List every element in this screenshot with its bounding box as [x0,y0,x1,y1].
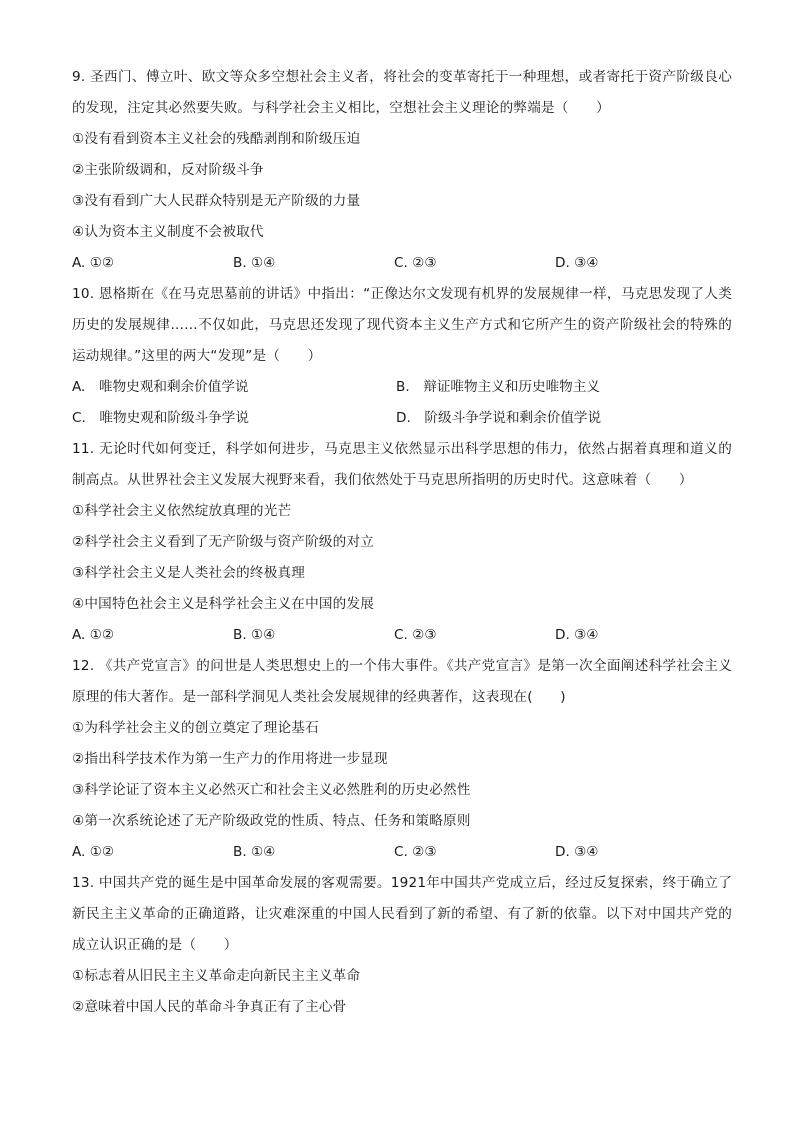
option-a[interactable]: A. 唯物史观和剩余价值学说 [72,379,249,395]
statement-4: ④中国特色社会主义是科学社会主义在中国的发展 [72,596,375,612]
statement-2: ②主张阶级调和，反对阶级斗争 [72,162,264,178]
option-c[interactable]: C. ②③ [394,255,437,271]
option-c[interactable]: C. 唯物史观和阶级斗争学说 [72,410,249,426]
answer-options [72,248,732,279]
option-b[interactable]: B. 辩证唯物主义和历史唯物主义 [396,379,600,395]
question-12 [72,651,732,868]
option-d[interactable]: D. ③④ [555,627,599,643]
statement-1: ①没有看到资本主义社会的残酷剥削和阶级压迫 [72,131,361,147]
question-stem: 11. 无论时代如何变迁，科学如何进步，马克思主义依然显示出科学思想的伟力，依然占据着真理和道义的制高点。从世界社会主义发展大视野来看，我们依然处于马克思所指明的历史时代。这意味着（ ） [72,441,732,488]
statement-3: ③科学社会主义是人类社会的终极真理 [72,565,306,581]
answer-options [72,620,732,651]
statement-2: ②科学社会主义看到了无产阶级与资产阶级的对立 [72,534,375,550]
option-b[interactable]: B. ①④ [233,255,276,271]
statement-3: ③科学论证了资本主义必然灭亡和社会主义必然胜利的历史必然性 [72,782,471,798]
option-a[interactable]: A. ①② [72,627,115,643]
option-d[interactable]: D. 阶级斗争学说和剩余价值学说 [396,410,602,426]
question-stem: 10. 恩格斯在《在马克思墓前的讲话》中指出：“正像达尔文发现有机界的发展规律一样，马克思发现了人类历史的发展规律……不仅如此，马克思还发现了现代资本主义生产方式和它所产生的资产阶级社会的特殊的运动规律。”这里的两大“发现”是（ ） [72,286,732,364]
statement-3: ③没有看到广大人民群众特别是无产阶级的力量 [72,193,361,209]
statement-2: ②意味着中国人民的革命斗争真正有了主心骨 [72,999,347,1015]
question-13 [72,868,732,1023]
question-stem: 9. 圣西门、傅立叶、欧文等众多空想社会主义者，将社会的变革寄托于一种理想，或者寄托于资产阶级良心的发现，注定其必然要失败。与科学社会主义相比，空想社会主义理论的弊端是（ ） [72,69,732,116]
statement-1: ①为科学社会主义的创立奠定了理论基石 [72,720,319,736]
question-stem: 13. 中国共产党的诞生是中国革命发展的客观需要。1921年中国共产党成立后，经过反复探索，终于确立了新民主主义革命的正确道路，让灾难深重的中国人民看到了新的希望、有了新的依靠。以下对中国共产党的成立认识正确的是（ ） [72,875,732,953]
statement-2: ②指出科学技术作为第一生产力的作用将进一步显现 [72,751,388,767]
option-c[interactable]: C. ②③ [394,627,437,643]
statement-4: ④第一次系统论述了无产阶级政党的性质、特点、任务和策略原则 [72,813,471,829]
option-d[interactable]: D. ③④ [555,255,599,271]
statement-1: ①科学社会主义依然绽放真理的光芒 [72,503,292,519]
option-b[interactable]: B. ①④ [233,844,276,860]
statement-4: ④认为资本主义制度不会被取代 [72,224,264,240]
answer-options [72,372,732,434]
option-a[interactable]: A. ①② [72,844,115,860]
question-9 [72,62,732,279]
exam-page [72,62,732,1023]
option-b[interactable]: B. ①④ [233,627,276,643]
answer-options [72,837,732,868]
question-stem: 12. 《共产党宣言》的问世是人类思想史上的一个伟大事件。《共产党宣言》是第一次全面阐述科学社会主义原理的伟大著作。是一部科学洞见人类社会发展规律的经典著作，这表现在( ) [72,658,732,705]
statement-1: ①标志着从旧民主主义革命走向新民主主义革命 [72,968,361,984]
option-c[interactable]: C. ②③ [394,844,437,860]
option-a[interactable]: A. ①② [72,255,115,271]
question-11 [72,434,732,651]
question-10 [72,279,732,434]
option-d[interactable]: D. ③④ [555,844,599,860]
